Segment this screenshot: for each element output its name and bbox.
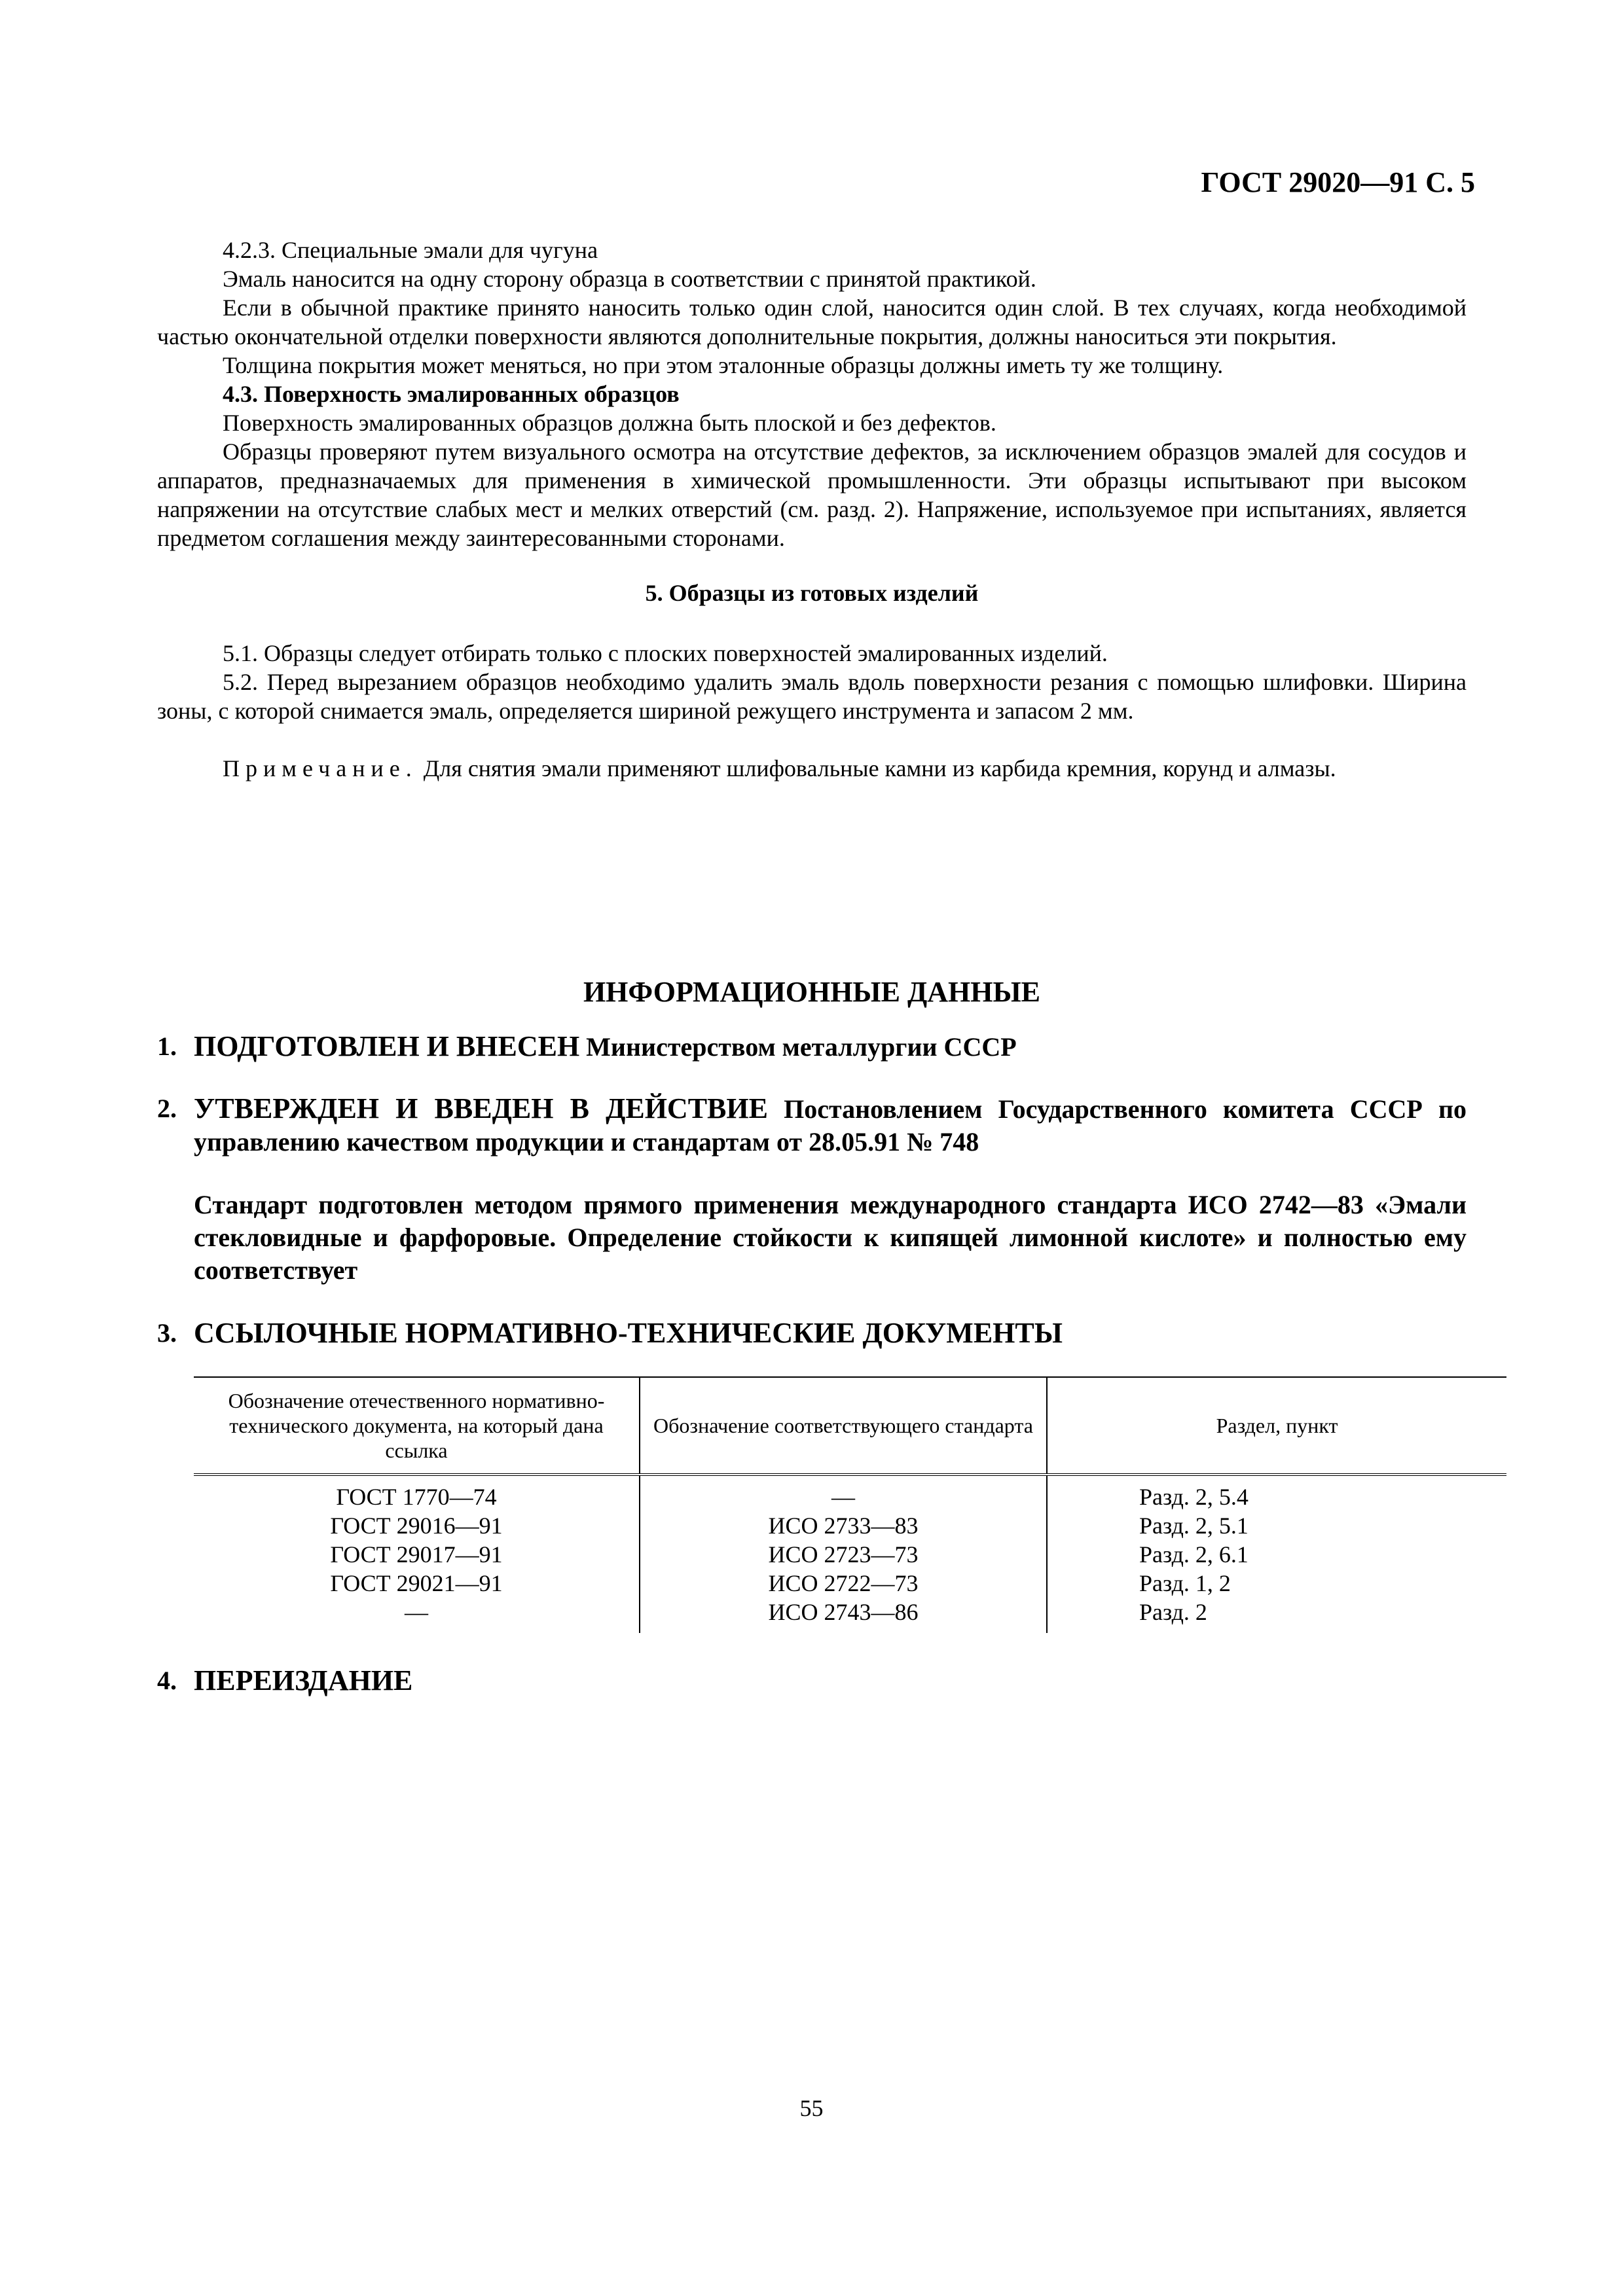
note — [157, 754, 1467, 783]
table-cell: Разд. 2 — [1139, 1599, 1207, 1625]
table-row — [194, 1569, 1506, 1598]
table-cell: — — [194, 1598, 640, 1633]
table-cell: ГОСТ 29017—91 — [194, 1540, 640, 1569]
table-cell: Разд. 2, 5.1 — [1139, 1513, 1249, 1539]
page-header: ГОСТ 29020—91 С. 5 — [1201, 166, 1475, 198]
column-header: Обозначение отечественного нормативно-технического документа, на который дана ссылка — [194, 1377, 640, 1475]
page-content — [157, 236, 1467, 1698]
table-cell: ИСО 2722—73 — [640, 1569, 1047, 1598]
section-5-title: 5. Образцы из готовых изделий — [645, 580, 979, 606]
table-cell: ГОСТ 1770—74 — [194, 1475, 640, 1511]
item-heading: ССЫЛОЧНЫЕ НОРМАТИВНО-ТЕХНИЧЕСКИЕ ДОКУМЕНТЫ — [194, 1317, 1063, 1349]
item-heading: УТВЕРЖДЕН И ВВЕДЕН В ДЕЙСТВИЕ — [194, 1092, 768, 1124]
note-text: Для снятия эмали применяют шлифовальные камни из карбида кремния, корунд и алмазы. — [417, 755, 1336, 781]
item-text: Постановлением Государственного комитета СССР по управлению качеством продукции и стандартам от 28.05.91 № 748 — [194, 1094, 1467, 1157]
info-title: ИНФОРМАЦИОННЫЕ ДАННЫЕ — [583, 976, 1041, 1008]
paragraph: Если в обычной практике принято наносить только один слой, наносится один слой. В тех случаях, когда необходимой частью окончательной отделки поверхности являются дополнительные покрытия, должны наноситься эти покрытия. — [157, 295, 1467, 350]
paragraph: Поверхность эмалированных образцов должна быть плоской и без дефектов. — [223, 410, 996, 436]
table-cell: — — [640, 1475, 1047, 1511]
table-cell: Разд. 2, 6.1 — [1139, 1541, 1249, 1568]
info-item-4 — [157, 1664, 1467, 1698]
item-number: 1. — [157, 1031, 177, 1061]
table-cell: ИСО 2733—83 — [640, 1511, 1047, 1540]
item-number: 4. — [157, 1666, 177, 1695]
info-item-3 — [157, 1317, 1467, 1350]
clause-4-3-title: 4.3. Поверхность эмалированных образцов — [223, 381, 680, 407]
table-cell: ГОСТ 29021—91 — [194, 1569, 640, 1598]
table-row — [194, 1511, 1506, 1540]
table-cell: ГОСТ 29016—91 — [194, 1511, 640, 1540]
clause-5-1: 5.1. Образцы следует отбирать только с плоских поверхностей эмалированных изделий. — [223, 640, 1108, 666]
column-header: Обозначение соответствующего стандарта — [640, 1377, 1047, 1475]
info-item-1 — [157, 1030, 1467, 1064]
column-header: Раздел, пункт — [1047, 1377, 1506, 1475]
item-text: Министерством металлургии СССР — [579, 1032, 1017, 1062]
paragraph: Образцы проверяют путем визуального осмотра на отсутствие дефектов, за исключением образцов эмалей для сосудов и аппаратов, предназначаемых для применения в химической промышленности. Эти образцы испытывают при высоком напряжении на отсутствие слабых мест и мелких отверстий (см. разд. 2). Напряжение, используемое при испытаниях, является предметом соглашения между заинтересованными сторонами. — [157, 439, 1467, 551]
table-row — [194, 1475, 1506, 1511]
table-header-row — [194, 1377, 1506, 1475]
standard-note: Стандарт подготовлен методом прямого применения международного стандарта ИСО 2742—83 «Эмали стекловидные и фарфоровые. Определение стойкости к кипящей лимонной кислоте» и полностью ему соответствует — [194, 1190, 1467, 1285]
table-cell: ИСО 2723—73 — [640, 1540, 1047, 1569]
table-cell: ИСО 2743—86 — [640, 1598, 1047, 1633]
note-label: Примечание. — [223, 755, 418, 781]
table-cell: Разд. 1, 2 — [1139, 1570, 1231, 1596]
table-cell: Разд. 2, 5.4 — [1139, 1484, 1249, 1510]
page-number: 55 — [799, 2095, 824, 2121]
clause-4-2-3-title: 4.2.3. Специальные эмали для чугуна — [223, 237, 598, 263]
table-row — [194, 1598, 1506, 1633]
clause-5-2: 5.2. Перед вырезанием образцов необходимо удалить эмаль вдоль поверхности резания с помощью шлифовки. Ширина зоны, с которой снимается эмаль, определяется шириной режущего инструмента и запасом 2 мм. — [157, 669, 1467, 724]
paragraph: Толщина покрытия может меняться, но при этом эталонные образцы должны иметь ту же толщину. — [223, 352, 1224, 378]
item-heading: ПОДГОТОВЛЕН И ВНЕСЕН — [194, 1030, 580, 1062]
paragraph: Эмаль наносится на одну сторону образца в соответствии с принятой практикой. — [223, 266, 1036, 292]
item-number: 3. — [157, 1318, 177, 1348]
item-heading: ПЕРЕИЗДАНИЕ — [194, 1664, 413, 1696]
info-item-2 — [157, 1092, 1467, 1158]
references-table — [194, 1376, 1506, 1633]
item-number: 2. — [157, 1094, 177, 1123]
table-row — [194, 1540, 1506, 1569]
